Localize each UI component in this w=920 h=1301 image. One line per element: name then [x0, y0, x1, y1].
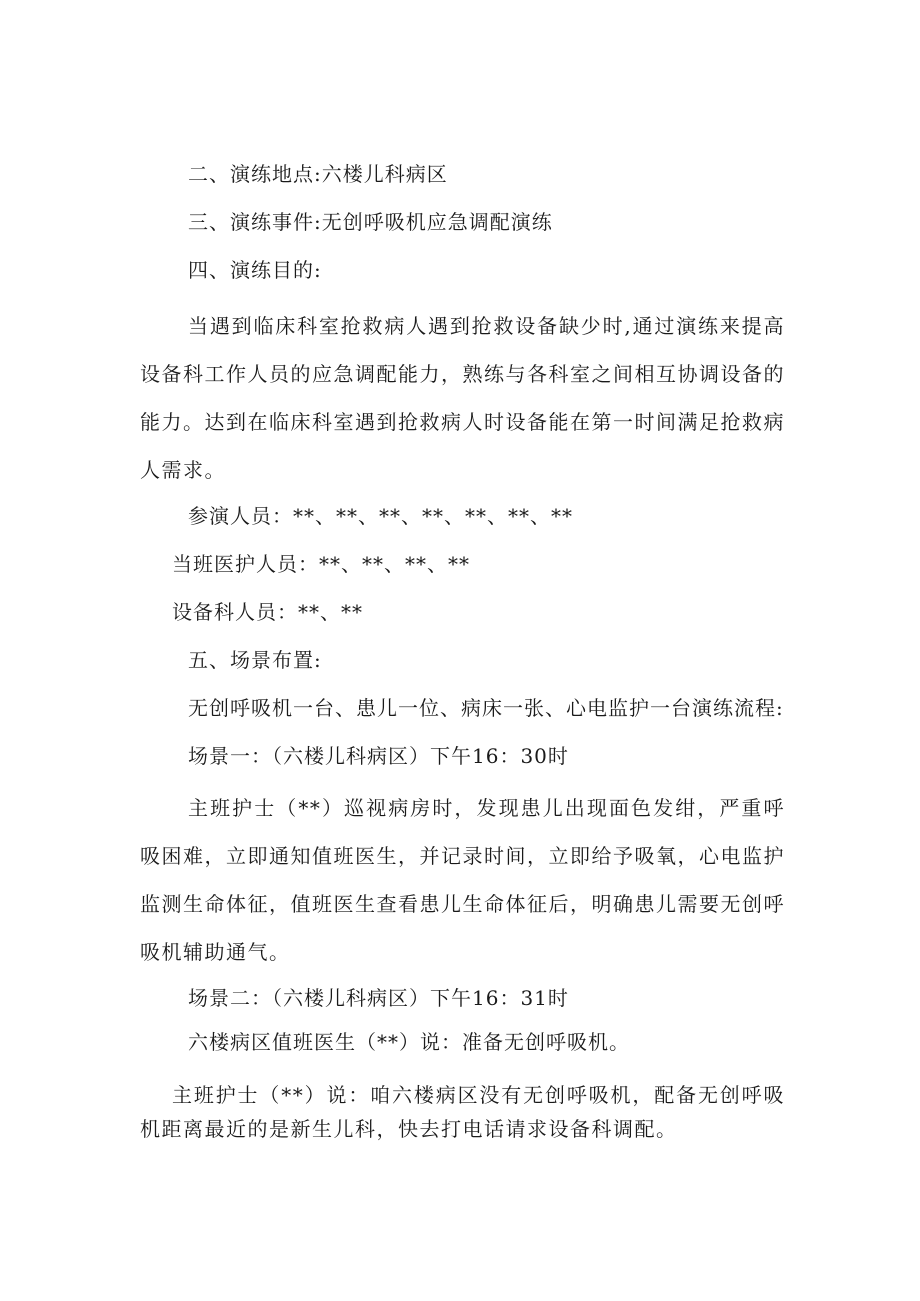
scene-two-heading: 场景二：（六楼儿科病区）下午16：31时: [188, 986, 569, 1010]
scene-two-nurse-paragraph: 主班护士（**）说：咱六楼病区没有无创呼吸机，配备无创呼吸机距离最近的是新生儿科，快去打电话请求设备科调配。: [140, 1083, 785, 1141]
scene-one-heading: 场景一：（六楼儿科病区）下午16：30时: [188, 744, 569, 768]
equipment-dept-staff-line: 设备科人员：**、**: [172, 600, 363, 624]
scene-two-doctor-line: 六楼病区值班医生（**）说：准备无创呼吸机。: [188, 1030, 630, 1054]
scene-one-paragraph: 主班护士（**）巡视病房时，发现患儿出现面色发绀，严重呼吸困难，立即通知值班医生，并记录时间，立即给予吸氧，心电监护监测生命体征，值班医生查看患儿生命体征后，明确患儿需要无创呼吸机辅助通气。: [140, 796, 785, 964]
section-drill-location: 二、演练地点:六楼儿科病区: [188, 162, 448, 186]
section-scene-setup-heading: 五、场景布置:: [188, 648, 322, 672]
purpose-paragraph: 当遇到临床科室抢救病人遇到抢救设备缺少时,通过演练来提高设备科工作人员的应急调配能力，熟练与各科室之间相互协调设备的能力。达到在临床科室遇到抢救病人时设备能在第一时间满足抢救病人需求。: [140, 314, 785, 482]
on-duty-staff-line: 当班医护人员：**、**、**、**: [172, 552, 470, 576]
scene-setup-items: 无创呼吸机一台、患儿一位、病床一张、心电监护一台演练流程:: [188, 696, 784, 720]
participants-line: 参演人员：**、**、**、**、**、**、**: [188, 504, 573, 528]
section-drill-purpose-heading: 四、演练目的:: [188, 258, 322, 282]
section-drill-event: 三、演练事件:无创呼吸机应急调配演练: [188, 210, 553, 234]
